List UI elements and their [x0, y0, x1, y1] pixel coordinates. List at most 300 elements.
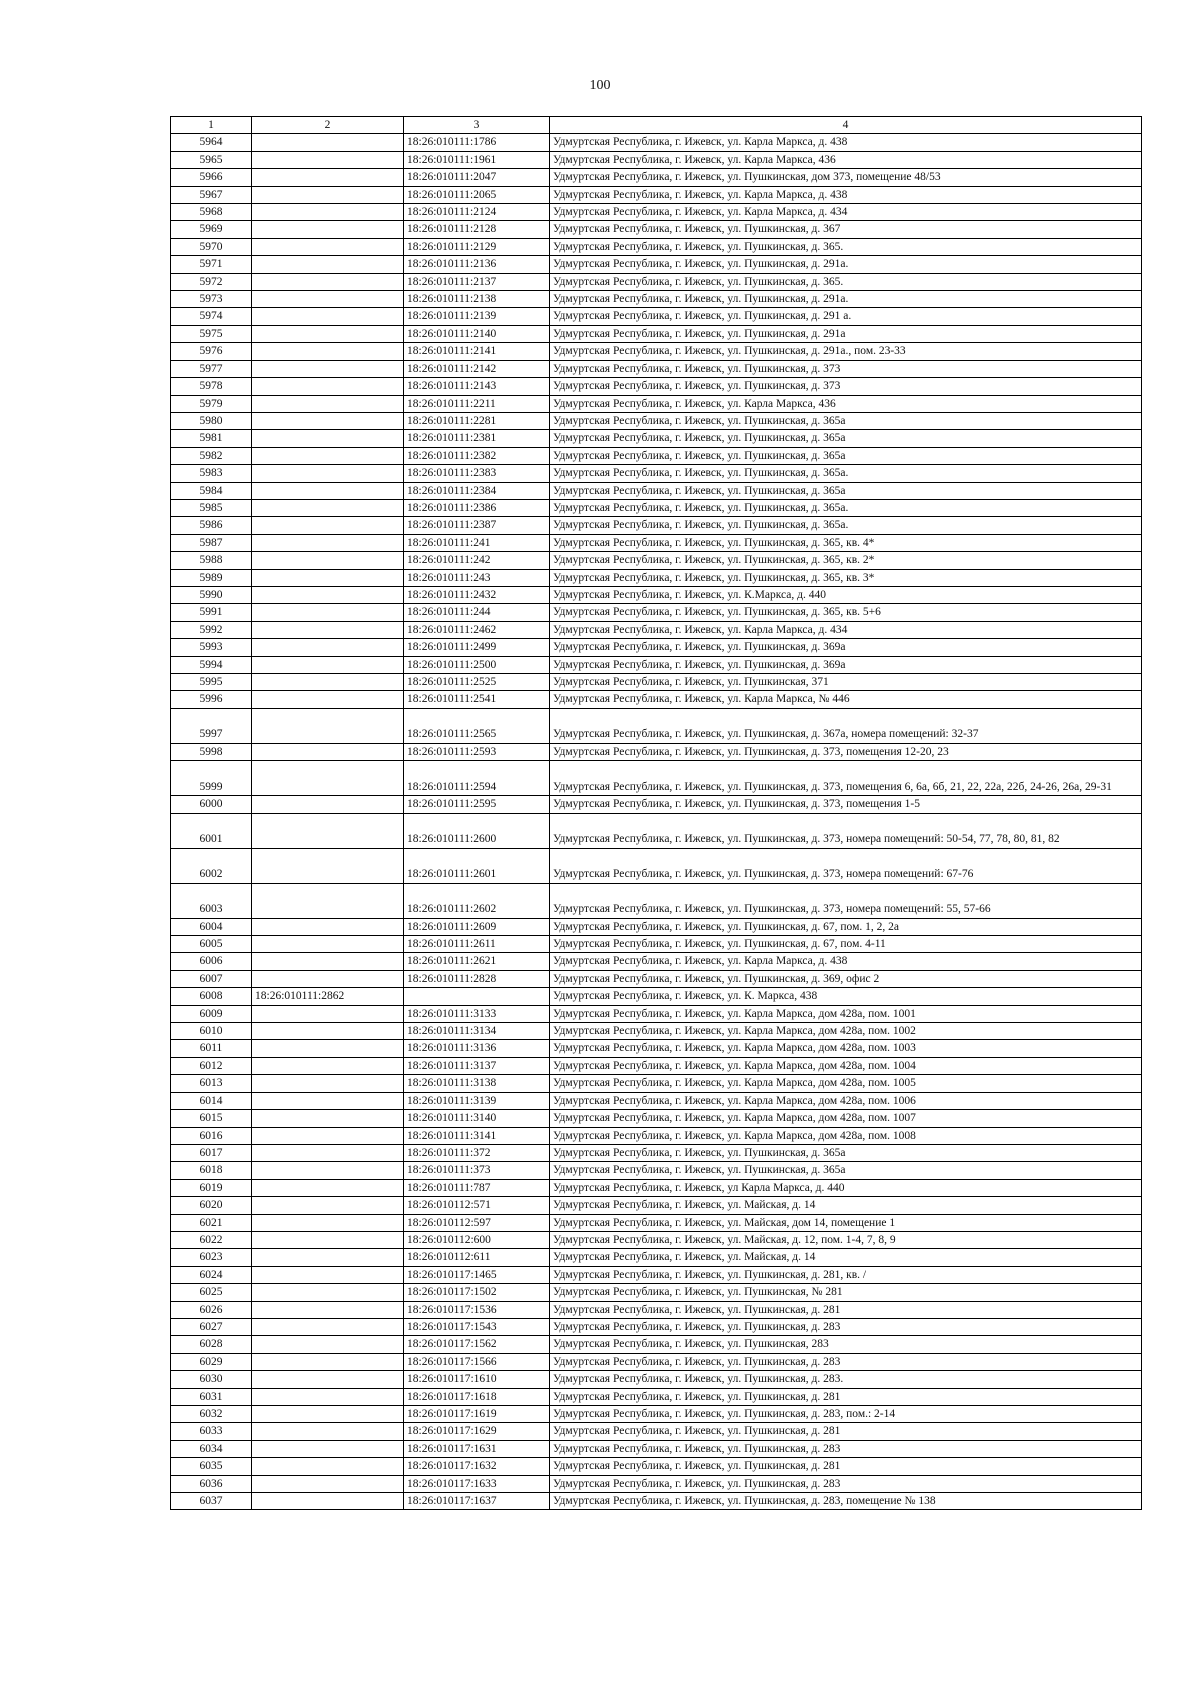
column-2-cell: [252, 883, 404, 918]
cadastral-number-cell: 18:26:010111:2621: [404, 953, 550, 970]
table-row: [171, 953, 1142, 970]
address-cell: Удмуртская Республика, г. Ижевск, ул. Карла Маркса, 436: [550, 151, 1142, 168]
column-2-cell: [252, 1336, 404, 1353]
cadastral-number-cell: 18:26:010117:1629: [404, 1423, 550, 1440]
table-row: [171, 621, 1142, 638]
row-number-cell: 6009: [171, 1005, 252, 1022]
row-number-cell: 5970: [171, 238, 252, 255]
table-row: [171, 1144, 1142, 1161]
address-cell: Удмуртская Республика, г. Ижевск, ул. Пушкинская, д. 365а: [550, 412, 1142, 429]
column-2-cell: [252, 552, 404, 569]
table-row: [171, 691, 1142, 708]
column-2-cell: [252, 1162, 404, 1179]
table-row: [171, 534, 1142, 551]
cadastral-number-cell: 18:26:010111:3137: [404, 1057, 550, 1074]
address-cell: Удмуртская Республика, г. Ижевск, ул. Пушкинская, д. 283: [550, 1318, 1142, 1335]
table-row: [171, 465, 1142, 482]
column-2-cell: [252, 1075, 404, 1092]
cadastral-number-cell: 18:26:010111:373: [404, 1162, 550, 1179]
row-number-cell: 6019: [171, 1179, 252, 1196]
address-cell: Удмуртская Республика, г. Ижевск, ул. Пушкинская, д. 67, пом. 4-11: [550, 936, 1142, 953]
address-cell: Удмуртская Республика, г. Ижевск, ул. Пушкинская, д. 373: [550, 378, 1142, 395]
table-row: [171, 1371, 1142, 1388]
column-2-cell: [252, 970, 404, 987]
table-row: [171, 708, 1142, 743]
row-number-cell: 6007: [171, 970, 252, 987]
row-number-cell: 6030: [171, 1371, 252, 1388]
row-number-cell: 6029: [171, 1353, 252, 1370]
cadastral-number-cell: 18:26:010117:1543: [404, 1318, 550, 1335]
table-row: [171, 1318, 1142, 1335]
column-header-3: 3: [404, 117, 550, 134]
cadastral-number-cell: 18:26:010111:2594: [404, 761, 550, 796]
address-cell: Удмуртская Республика, г. Ижевск, ул. Пушкинская, д. 281: [550, 1458, 1142, 1475]
address-cell: Удмуртская Республика, г. Ижевск, ул. Пушкинская, д. 283.: [550, 1371, 1142, 1388]
table-row: [171, 1040, 1142, 1057]
column-2-cell: [252, 743, 404, 760]
address-cell: Удмуртская Республика, г. Ижевск, ул. Пушкинская, 371: [550, 674, 1142, 691]
table-row: [171, 204, 1142, 221]
column-2-cell: [252, 1353, 404, 1370]
cadastral-number-cell: 18:26:010111:2828: [404, 970, 550, 987]
row-number-cell: 6012: [171, 1057, 252, 1074]
row-number-cell: 5993: [171, 639, 252, 656]
row-number-cell: 5996: [171, 691, 252, 708]
cadastral-number-cell: 18:26:010111:2211: [404, 395, 550, 412]
table-row: [171, 796, 1142, 813]
row-number-cell: 6003: [171, 883, 252, 918]
column-2-cell: [252, 1179, 404, 1196]
address-cell: Удмуртская Республика, г. Ижевск, ул. Пушкинская, д. 365а.: [550, 465, 1142, 482]
table-row: [171, 1440, 1142, 1457]
row-number-cell: 5991: [171, 604, 252, 621]
column-2-cell: [252, 1214, 404, 1231]
column-header-2: 2: [252, 117, 404, 134]
address-cell: Удмуртская Республика, г. Ижевск, ул. Карла Маркса, дом 428а, пом. 1007: [550, 1110, 1142, 1127]
registry-table: [170, 116, 1142, 1510]
column-2-cell: [252, 1371, 404, 1388]
column-2-cell: [252, 1301, 404, 1318]
address-cell: Удмуртская Республика, г. Ижевск, ул. Карла Маркса, д. 434: [550, 204, 1142, 221]
table-row: [171, 743, 1142, 760]
column-2-cell: [252, 796, 404, 813]
table-row: [171, 360, 1142, 377]
address-cell: Удмуртская Республика, г. Ижевск, ул. Карла Маркса, д. 438: [550, 134, 1142, 151]
cadastral-number-cell: 18:26:010117:1566: [404, 1353, 550, 1370]
address-cell: Удмуртская Республика, г. Ижевск, ул. Пушкинская, д. 369а: [550, 639, 1142, 656]
column-2-cell: [252, 936, 404, 953]
row-number-cell: 5978: [171, 378, 252, 395]
column-2-cell: [252, 238, 404, 255]
row-number-cell: 5982: [171, 447, 252, 464]
cadastral-number-cell: 18:26:010111:2382: [404, 447, 550, 464]
column-2-cell: [252, 656, 404, 673]
column-2-cell: [252, 1023, 404, 1040]
address-cell: Удмуртская Республика, г. Ижевск, ул. Пушкинская, дом 373, помещение 48/53: [550, 169, 1142, 186]
address-cell: Удмуртская Республика, г. Ижевск, ул. Пушкинская, д. 281: [550, 1423, 1142, 1440]
row-number-cell: 6025: [171, 1284, 252, 1301]
column-2-cell: [252, 221, 404, 238]
column-2-cell: [252, 1475, 404, 1492]
cadastral-number-cell: 18:26:010111:2611: [404, 936, 550, 953]
cadastral-number-cell: 18:26:010112:600: [404, 1231, 550, 1248]
row-number-cell: 5995: [171, 674, 252, 691]
address-cell: Удмуртская Республика, г. Ижевск, ул. Карла Маркса, дом 428а, пом. 1002: [550, 1023, 1142, 1040]
column-2-cell: [252, 465, 404, 482]
row-number-cell: 6036: [171, 1475, 252, 1492]
row-number-cell: 5972: [171, 273, 252, 290]
table-row: [171, 1388, 1142, 1405]
address-cell: Удмуртская Республика, г. Ижевск, ул. Пушкинская, д. 367а, номера помещений: 32-37: [550, 708, 1142, 743]
column-2-cell: [252, 1144, 404, 1161]
row-number-cell: 5998: [171, 743, 252, 760]
column-2-cell: [252, 691, 404, 708]
row-number-cell: 6006: [171, 953, 252, 970]
cadastral-number-cell: 18:26:010111:2595: [404, 796, 550, 813]
row-number-cell: 6017: [171, 1144, 252, 1161]
cadastral-number-cell: 18:26:010111:3136: [404, 1040, 550, 1057]
column-2-cell: [252, 1318, 404, 1335]
cadastral-number-cell: 18:26:010111:3140: [404, 1110, 550, 1127]
cadastral-number-cell: 18:26:010111:2047: [404, 169, 550, 186]
cadastral-number-cell: 18:26:010111:2609: [404, 918, 550, 935]
cadastral-number-cell: 18:26:010111:241: [404, 534, 550, 551]
cadastral-number-cell: 18:26:010111:2143: [404, 378, 550, 395]
row-number-cell: 5980: [171, 412, 252, 429]
address-cell: Удмуртская Республика, г. Ижевск, ул. Пушкинская, д. 369, офис 2: [550, 970, 1142, 987]
address-cell: Удмуртская Республика, г. Ижевск, ул. Пушкинская, д. 365.: [550, 273, 1142, 290]
row-number-cell: 5983: [171, 465, 252, 482]
row-number-cell: 6035: [171, 1458, 252, 1475]
column-2-cell: [252, 273, 404, 290]
table-row: [171, 412, 1142, 429]
column-2-cell: [252, 204, 404, 221]
row-number-cell: 6010: [171, 1023, 252, 1040]
column-2-cell: [252, 918, 404, 935]
cadastral-number-cell: 18:26:010111:2138: [404, 291, 550, 308]
table-row: [171, 1214, 1142, 1231]
address-cell: Удмуртская Республика, г. Ижевск, ул. Пушкинская, д. 365а: [550, 430, 1142, 447]
address-cell: Удмуртская Республика, г. Ижевск, ул. Пушкинская, д. 365, кв. 4*: [550, 534, 1142, 551]
table-row: [171, 761, 1142, 796]
table-row: [171, 656, 1142, 673]
column-2-cell: [252, 482, 404, 499]
cadastral-number-cell: 18:26:010117:1610: [404, 1371, 550, 1388]
address-cell: Удмуртская Республика, г. Ижевск, ул. Пушкинская, д. 373, номера помещений: 67-76: [550, 848, 1142, 883]
table-row: [171, 1266, 1142, 1283]
address-cell: Удмуртская Республика, г. Ижевск, ул. Пушкинская, д. 369а: [550, 656, 1142, 673]
address-cell: Удмуртская Республика, г. Ижевск, ул. Пушкинская, д. 365а.: [550, 517, 1142, 534]
table-row: [171, 1197, 1142, 1214]
row-number-cell: 5976: [171, 343, 252, 360]
address-cell: Удмуртская Республика, г. Ижевск, ул. Пушкинская, д. 283, помещение № 138: [550, 1493, 1142, 1510]
table-row: [171, 1406, 1142, 1423]
column-2-cell: [252, 1458, 404, 1475]
address-cell: Удмуртская Республика, г. Ижевск, ул. Пушкинская, д. 373: [550, 360, 1142, 377]
column-2-cell: [252, 848, 404, 883]
column-2-cell: [252, 430, 404, 447]
address-cell: Удмуртская Республика, г. Ижевск, ул. Майская, дом 14, помещение 1: [550, 1214, 1142, 1231]
table-row: [171, 1092, 1142, 1109]
table-row: [171, 395, 1142, 412]
column-2-cell: [252, 761, 404, 796]
table-row: [171, 970, 1142, 987]
row-number-cell: 6031: [171, 1388, 252, 1405]
column-2-cell: [252, 1284, 404, 1301]
row-number-cell: 6028: [171, 1336, 252, 1353]
table-row: [171, 639, 1142, 656]
row-number-cell: 6005: [171, 936, 252, 953]
cadastral-number-cell: 18:26:010111:2137: [404, 273, 550, 290]
row-number-cell: 5973: [171, 291, 252, 308]
cadastral-number-cell: 18:26:010117:1619: [404, 1406, 550, 1423]
row-number-cell: 5992: [171, 621, 252, 638]
column-2-cell: [252, 569, 404, 586]
row-number-cell: 5967: [171, 186, 252, 203]
column-2-cell: [252, 1440, 404, 1457]
address-cell: Удмуртская Республика, г. Ижевск, ул. Пушкинская, д. 365, кв. 5+6: [550, 604, 1142, 621]
table-row: [171, 447, 1142, 464]
table-row: [171, 1336, 1142, 1353]
row-number-cell: 6001: [171, 813, 252, 848]
address-cell: Удмуртская Республика, г. Ижевск, ул. Пушкинская, д. 291 а.: [550, 308, 1142, 325]
cadastral-number-cell: 18:26:010117:1632: [404, 1458, 550, 1475]
table-header: [171, 117, 1142, 134]
address-cell: Удмуртская Республика, г. Ижевск, ул. Пушкинская, д. 283: [550, 1440, 1142, 1457]
cadastral-number-cell: 18:26:010111:2142: [404, 360, 550, 377]
row-number-cell: 5979: [171, 395, 252, 412]
table-row: [171, 134, 1142, 151]
row-number-cell: 6020: [171, 1197, 252, 1214]
table-row: [171, 1284, 1142, 1301]
cadastral-number-cell: 18:26:010111:2281: [404, 412, 550, 429]
table-row: [171, 1423, 1142, 1440]
column-2-cell: [252, 517, 404, 534]
row-number-cell: 6034: [171, 1440, 252, 1457]
cadastral-number-cell: 18:26:010111:2139: [404, 308, 550, 325]
row-number-cell: 6024: [171, 1266, 252, 1283]
row-number-cell: 5974: [171, 308, 252, 325]
address-cell: Удмуртская Республика, г. Ижевск, ул. Пушкинская, д. 365а: [550, 1162, 1142, 1179]
table-row: [171, 378, 1142, 395]
row-number-cell: 6011: [171, 1040, 252, 1057]
column-2-cell: [252, 604, 404, 621]
table-row: [171, 1249, 1142, 1266]
column-2-cell: [252, 674, 404, 691]
column-2-cell: [252, 499, 404, 516]
row-number-cell: 5964: [171, 134, 252, 151]
address-cell: Удмуртская Республика, г. Ижевск, ул. Пушкинская, д. 367: [550, 221, 1142, 238]
address-cell: Удмуртская Республика, г. Ижевск, ул Карла Маркса, д. 440: [550, 1179, 1142, 1196]
cadastral-number-cell: 18:26:010111:3139: [404, 1092, 550, 1109]
column-2-cell: [252, 708, 404, 743]
cadastral-number-cell: 18:26:010111:2462: [404, 621, 550, 638]
column-2-cell: [252, 1249, 404, 1266]
column-2-cell: [252, 1040, 404, 1057]
cadastral-number-cell: 18:26:010117:1618: [404, 1388, 550, 1405]
row-number-cell: 5985: [171, 499, 252, 516]
cadastral-number-cell: 18:26:010111:1786: [404, 134, 550, 151]
cadastral-number-cell: 18:26:010111:2601: [404, 848, 550, 883]
cadastral-number-cell: 18:26:010111:2565: [404, 708, 550, 743]
address-cell: Удмуртская Республика, г. Ижевск, ул. Карла Маркса, № 446: [550, 691, 1142, 708]
table-row: [171, 325, 1142, 342]
column-2-cell: 18:26:010111:2862: [252, 988, 404, 1005]
address-cell: Удмуртская Республика, г. Ижевск, ул. Пушкинская, № 281: [550, 1284, 1142, 1301]
column-2-cell: [252, 953, 404, 970]
row-number-cell: 5975: [171, 325, 252, 342]
address-cell: Удмуртская Республика, г. Ижевск, ул. Карла Маркса, дом 428а, пом. 1001: [550, 1005, 1142, 1022]
column-2-cell: [252, 1127, 404, 1144]
row-number-cell: 5981: [171, 430, 252, 447]
cadastral-number-cell: 18:26:010111:787: [404, 1179, 550, 1196]
cadastral-number-cell: 18:26:010111:2525: [404, 674, 550, 691]
column-2-cell: [252, 395, 404, 412]
table-row: [171, 1162, 1142, 1179]
cadastral-number-cell: 18:26:010111:2065: [404, 186, 550, 203]
address-cell: Удмуртская Республика, г. Ижевск, ул. Карла Маркса, дом 428а, пом. 1005: [550, 1075, 1142, 1092]
table-row: [171, 186, 1142, 203]
row-number-cell: 6021: [171, 1214, 252, 1231]
cadastral-number-cell: 18:26:010111:2140: [404, 325, 550, 342]
address-cell: Удмуртская Республика, г. Ижевск, ул. Пушкинская, д. 283: [550, 1353, 1142, 1370]
column-2-cell: [252, 256, 404, 273]
row-number-cell: 6008: [171, 988, 252, 1005]
address-cell: Удмуртская Республика, г. Ижевск, ул. Карла Маркса, 436: [550, 395, 1142, 412]
cadastral-number-cell: 18:26:010111:2124: [404, 204, 550, 221]
cadastral-number-cell: 18:26:010111:2386: [404, 499, 550, 516]
table-row: [171, 308, 1142, 325]
address-cell: Удмуртская Республика, г. Ижевск, ул. К.Маркса, д. 440: [550, 586, 1142, 603]
table-row: [171, 482, 1142, 499]
column-2-cell: [252, 1005, 404, 1022]
column-2-cell: [252, 134, 404, 151]
address-cell: Удмуртская Республика, г. Ижевск, ул. Пушкинская, д. 365.: [550, 238, 1142, 255]
row-number-cell: 5990: [171, 586, 252, 603]
table-body: [171, 134, 1142, 1510]
address-cell: Удмуртская Республика, г. Ижевск, ул. Карла Маркса, д. 434: [550, 621, 1142, 638]
row-number-cell: 5994: [171, 656, 252, 673]
table-row: [171, 1475, 1142, 1492]
row-number-cell: 6033: [171, 1423, 252, 1440]
table-row: [171, 918, 1142, 935]
row-number-cell: 6014: [171, 1092, 252, 1109]
row-number-cell: 5969: [171, 221, 252, 238]
cadastral-number-cell: 18:26:010111:2383: [404, 465, 550, 482]
cadastral-number-cell: 18:26:010111:2128: [404, 221, 550, 238]
cadastral-number-cell: 18:26:010111:3133: [404, 1005, 550, 1022]
cadastral-number-cell: 18:26:010111:3141: [404, 1127, 550, 1144]
row-number-cell: 6016: [171, 1127, 252, 1144]
table-row: [171, 604, 1142, 621]
address-cell: Удмуртская Республика, г. Ижевск, ул. Пушкинская, д. 291а: [550, 325, 1142, 342]
table-row: [171, 517, 1142, 534]
column-header-4: 4: [550, 117, 1142, 134]
row-number-cell: 5988: [171, 552, 252, 569]
row-number-cell: 5965: [171, 151, 252, 168]
table-row: [171, 936, 1142, 953]
cadastral-number-cell: 18:26:010111:2499: [404, 639, 550, 656]
cadastral-number-cell: 18:26:010117:1637: [404, 1493, 550, 1510]
table-row: [171, 291, 1142, 308]
address-cell: Удмуртская Республика, г. Ижевск, ул. Карла Маркса, дом 428а, пом. 1006: [550, 1092, 1142, 1109]
row-number-cell: 5986: [171, 517, 252, 534]
row-number-cell: 6015: [171, 1110, 252, 1127]
table-row: [171, 1458, 1142, 1475]
table-row: [171, 552, 1142, 569]
column-2-cell: [252, 1057, 404, 1074]
column-2-cell: [252, 1406, 404, 1423]
column-2-cell: [252, 1423, 404, 1440]
table-row: [171, 848, 1142, 883]
address-cell: Удмуртская Республика, г. Ижевск, ул. Пушкинская, д. 283: [550, 1475, 1142, 1492]
row-number-cell: 6004: [171, 918, 252, 935]
table-row: [171, 169, 1142, 186]
cadastral-number-cell: 18:26:010112:571: [404, 1197, 550, 1214]
column-2-cell: [252, 639, 404, 656]
row-number-cell: 5989: [171, 569, 252, 586]
table-row: [171, 499, 1142, 516]
cadastral-number-cell: 18:26:010111:2602: [404, 883, 550, 918]
row-number-cell: 6032: [171, 1406, 252, 1423]
address-cell: Удмуртская Республика, г. Ижевск, ул. Майская, д. 12, пом. 1-4, 7, 8, 9: [550, 1231, 1142, 1248]
table-row: [171, 988, 1142, 1005]
row-number-cell: 6000: [171, 796, 252, 813]
address-cell: Удмуртская Республика, г. Ижевск, ул. Карла Маркса, д. 438: [550, 186, 1142, 203]
cadastral-number-cell: [404, 988, 550, 1005]
table-row: [171, 343, 1142, 360]
table-row: [171, 1493, 1142, 1510]
table-row: [171, 1023, 1142, 1040]
row-number-cell: 6022: [171, 1231, 252, 1248]
cadastral-number-cell: 18:26:010111:243: [404, 569, 550, 586]
cadastral-number-cell: 18:26:010117:1631: [404, 1440, 550, 1457]
cadastral-number-cell: 18:26:010111:2593: [404, 743, 550, 760]
table-row: [171, 569, 1142, 586]
column-2-cell: [252, 412, 404, 429]
cadastral-number-cell: 18:26:010112:597: [404, 1214, 550, 1231]
cadastral-number-cell: 18:26:010111:242: [404, 552, 550, 569]
column-2-cell: [252, 1231, 404, 1248]
table-row: [171, 813, 1142, 848]
address-cell: Удмуртская Республика, г. Ижевск, ул. Пушкинская, д. 373, номера помещений: 55, 57-66: [550, 883, 1142, 918]
column-2-cell: [252, 1110, 404, 1127]
table-row: [171, 151, 1142, 168]
address-cell: Удмуртская Республика, г. Ижевск, ул. Пушкинская, д. 281, кв. /: [550, 1266, 1142, 1283]
table-row: [171, 674, 1142, 691]
address-cell: Удмуртская Республика, г. Ижевск, ул. Пушкинская, д. 67, пом. 1, 2, 2а: [550, 918, 1142, 935]
cadastral-number-cell: 18:26:010111:1961: [404, 151, 550, 168]
address-cell: Удмуртская Республика, г. Ижевск, ул. Пушкинская, д. 373, помещения 1-5: [550, 796, 1142, 813]
address-cell: Удмуртская Республика, г. Ижевск, ул. Пушкинская, д. 281: [550, 1301, 1142, 1318]
cadastral-number-cell: 18:26:010111:244: [404, 604, 550, 621]
address-cell: Удмуртская Республика, г. Ижевск, ул. Пушкинская, 283: [550, 1336, 1142, 1353]
table-row: [171, 1110, 1142, 1127]
address-cell: Удмуртская Республика, г. Ижевск, ул. Пушкинская, д. 291а., пом. 23-33: [550, 343, 1142, 360]
address-cell: Удмуртская Республика, г. Ижевск, ул. Карла Маркса, д. 438: [550, 953, 1142, 970]
cadastral-number-cell: 18:26:010117:1633: [404, 1475, 550, 1492]
address-cell: Удмуртская Республика, г. Ижевск, ул. Карла Маркса, дом 428а, пом. 1008: [550, 1127, 1142, 1144]
table-row: [171, 221, 1142, 238]
cadastral-number-cell: 18:26:010111:2141: [404, 343, 550, 360]
cadastral-number-cell: 18:26:010111:372: [404, 1144, 550, 1161]
cadastral-number-cell: 18:26:010117:1562: [404, 1336, 550, 1353]
table-row: [171, 586, 1142, 603]
row-number-cell: 5971: [171, 256, 252, 273]
column-2-cell: [252, 1092, 404, 1109]
address-cell: Удмуртская Республика, г. Ижевск, ул. Пушкинская, д. 365а: [550, 482, 1142, 499]
column-2-cell: [252, 621, 404, 638]
